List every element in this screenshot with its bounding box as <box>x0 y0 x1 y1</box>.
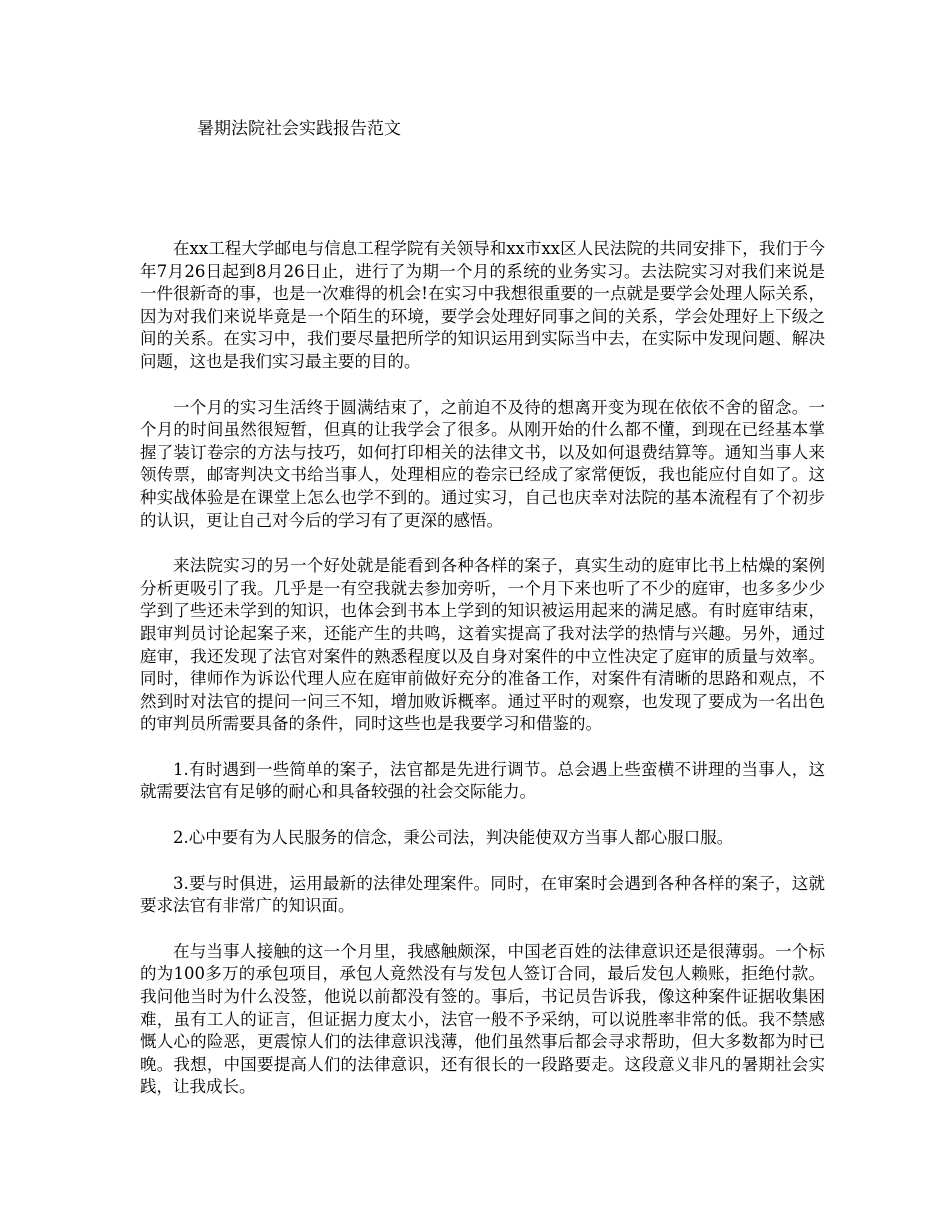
paragraph-2: 一个月的实习生活终于圆满结束了，之前迫不及待的想离开变为现在依依不舍的留念。一个月的时间虽然很短暂，但真的让我学会了很多。从刚开始的什么都不懂，到现在已经基本掌握了装订卷宗的方法与技巧，如何打印相关的法律文书，以及如何退费结算等。通知当事人来领传票，邮寄判决文书给当事人，处理相应的卷宗已经成了家常便饭，我也能应付自如了。这种实战体验是在课堂上怎么也学不到的。通过实习，自己也庆幸对法院的基本流程有了个初步的认识，更让自己对今后的学习有了更深的感悟。 <box>140 397 825 530</box>
paragraph-6: 3.要与时俱进，运用最新的法律处理案件。同时，在审案时会遇到各种各样的案子，这就要求法官有非常广的知识面。 <box>140 873 825 916</box>
paragraph-3: 来法院实习的另一个好处就是能看到各种各样的案子，真实生动的庭审比书上枯燥的案例分析更吸引了我。几乎是一有空我就去参加旁听，一个月下来也听了不少的庭审，也多多少少学到了些还未学到的知识，也体会到书本上学到的知识被运用起来的满足感。有时庭审结束，跟审判员讨论起案子来，还能产生的共鸣，这着实提高了我对法学的热情与兴趣。另外，通过庭审，我还发现了法官对案件的熟悉程度以及自身对案件的中立性决定了庭审的质量与效率。同时，律师作为诉讼代理人应在庭审前做好充分的准备工作，对案件有清晰的思路和观点，不然到时对法官的提问一问三不知，增加败诉概率。通过平时的观察，也发现了要成为一名出色的审判员所需要具备的条件，同时这些也是我要学习和借鉴的。 <box>140 556 825 734</box>
document-body <box>140 238 825 1122</box>
paragraph-7: 在与当事人接触的这一个月里，我感触颇深，中国老百姓的法律意识还是很薄弱。一个标的为100多万的承包项目，承包人竟然没有与发包人签订合同，最后发包人赖账，拒绝付款。我问他当时为什么没签，他说以前都没有签的。事后，书记员告诉我，像这种案件证据收集困难，虽有工人的证言，但证据力度太小，法官一般不予采纳，可以说胜率非常的低。我不禁感慨人心的险恶，更震惊人们的法律意识浅薄，他们虽然事后都会寻求帮助，但大多数都为时已晚。我想，中国要提高人们的法律意识，还有很长的一段路要走。这段意义非凡的暑期社会实践，让我成长。 <box>140 941 825 1097</box>
paragraph-5: 2.心中要有为人民服务的信念，秉公司法，判决能使双方当事人都心服口服。 <box>173 828 734 848</box>
paragraph-1: 在xx工程大学邮电与信息工程学院有关领导和xx市xx区人民法院的共同安排下，我们于今年7月26日起到8月26日止，进行了为期一个月的系统的业务实习。去法院实习对我们来说是一件很新奇的事，也是一次难得的机会!在实习中我想很重要的一点就是要学会处理人际关系，因为对我们来说毕竟是一个陌生的环境，要学会处理好同事之间的关系，学会处理好上下级之间的关系。在实习中，我们要尽量把所学的知识运用到实际当中去，在实际中发现问题、解决问题，这也是我们实习最主要的目的。 <box>140 239 825 371</box>
paragraph-4: 1.有时遇到一些简单的案子，法官都是先进行调节。总会遇上些蛮横不讲理的当事人，这就需要法官有足够的耐心和具备较强的社会交际能力。 <box>140 759 825 802</box>
document-title: 暑期法院社会实践报告范文 <box>197 119 401 139</box>
